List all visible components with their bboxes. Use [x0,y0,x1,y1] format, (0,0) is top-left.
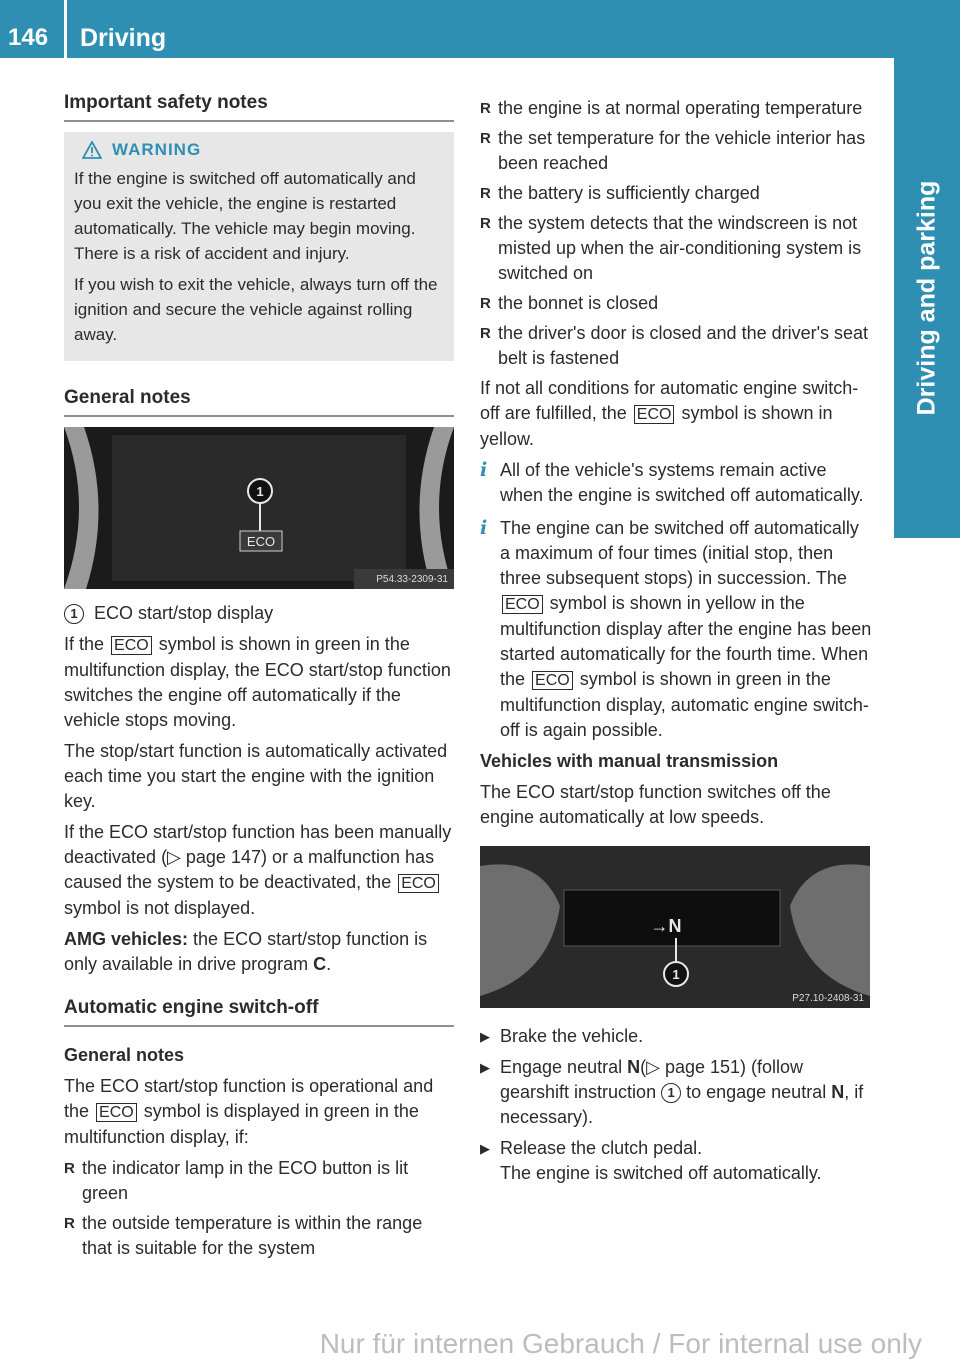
warning-text-1: If the engine is switched off automatically and you exit the vehicle, the engine is restarted automatically. The vehicle may begin moving. There is a risk of accident and injury. [74,169,416,263]
s2-b: (▷ page 151) (follow gearshift instruction [500,1057,804,1102]
side-tab-label: Driving and parking [912,180,941,416]
p3-b: symbol is not displayed. [64,898,256,918]
neutral-n: N [831,1082,845,1102]
page-number: 146 [8,24,49,51]
left-column [64,92,454,1266]
auto-subtitle: General notes [64,1045,185,1065]
info-note-1 [480,458,872,508]
figure-callout-1b: 1 [672,967,680,982]
p3-a: If the ECO start/stop function has been manually deactivated (▷ page 147) or a malfunction has caused the system to be deactivated, the [64,822,452,892]
eco-symbol: ECO [111,636,152,655]
chapter-title: Driving [80,24,167,52]
footer-watermark: Nur für internen Gebrauch / For internal use only [319,1328,922,1359]
eco-display-illustration [64,427,454,589]
amg-end: . [326,954,332,974]
s3-b: The engine is switched off automatically. [500,1163,822,1183]
caption-text: ECO start/stop display [94,603,274,623]
intro-a: The ECO start/stop function is operational and the [64,1076,434,1121]
list-item: R the engine is at normal operating temperature [480,96,872,121]
info-icon: i [480,517,488,539]
s2-a: Engage neutral [500,1057,628,1077]
list-item: R the battery is sufficiently charged [480,181,872,206]
p1-a: If the [64,634,110,654]
warning-box [64,132,454,361]
neutral-display-figure [480,846,870,1008]
eco-symbol: ECO [96,1103,137,1122]
s2-c: to engage neutral [681,1082,832,1102]
figure-callout-1: 1 [256,484,264,499]
general-p3 [64,820,454,921]
general-p2: The stop/start function is automatically activated each time you start the engine with the ignition key. [64,741,448,811]
list-item: R the system detects that the windscreen is not misted up when the air-conditioning system is switched on [480,211,872,286]
list-item: R the set temperature for the vehicle interior has been reached [480,126,872,176]
intro-b: symbol is displayed in green in the multifunction display, if: [64,1101,419,1147]
step-item: ▶ Brake the vehicle. [480,1024,872,1049]
eco-symbol: ECO [532,671,573,690]
warning-header [74,140,444,160]
list-item: R the indicator lamp in the ECO button is lit green [64,1156,454,1206]
s2-d: , if necessary). [500,1082,864,1127]
manual-intro: The ECO start/stop function switches off the engine automatically at low speeds. [480,782,831,827]
info-note-2 [480,516,872,743]
notall-a: If not all conditions for automatic engine switch-off are fulfilled, the [480,378,859,423]
figure-eco-label: ECO [246,534,276,549]
amg-label: AMG vehicles: [64,929,189,949]
conditions-list-left [64,1156,454,1261]
warning-triangle-icon [82,141,102,159]
header-divider [64,0,67,58]
eco-symbol: ECO [634,405,675,424]
neutral-display-illustration [480,846,870,1008]
figure-id: P54.33-2309-31 [376,574,448,585]
amg-note [64,927,454,977]
auto-switchoff-title: Automatic engine switch-off [64,997,454,1027]
warning-text-2: If you wish to exit the vehicle, always turn off the ignition and secure the vehicle against rolling away. [74,275,438,344]
note2-c: symbol is shown in green in the multifunction display, automatic engine switch-off is again possible. [500,669,869,740]
list-item: R the outside temperature is within the range that is suitable for the system [64,1211,454,1261]
eco-display-figure [64,427,454,589]
p1-b: symbol is shown in green in the multifunction display, the ECO start/stop function switches the engine off automatically if the vehicle stops moving. [64,634,451,730]
list-item: R the bonnet is closed [480,291,872,316]
figure-id-2: P27.10-2408-31 [792,993,864,1004]
figure-neutral-label: →N [650,916,682,936]
eco-symbol: ECO [502,595,543,614]
warning-label: WARNING [112,140,202,159]
general-notes-title: General notes [64,387,454,417]
amg-text: the ECO start/stop function is only available in drive program [64,929,428,974]
step-item [480,1136,872,1186]
general-p1 [64,632,454,733]
info-icon: i [480,459,488,481]
safety-title: Important safety notes [64,92,454,122]
notall-b: symbol is shown in yellow. [480,403,833,449]
s3: Release the clutch pedal. [500,1138,703,1158]
eco-symbol: ECO [398,874,439,893]
manual-title: Vehicles with manual transmission [480,751,779,771]
amg-program: C [313,954,327,974]
note-2-text [500,516,872,743]
list-item: R the driver's door is closed and the driver's seat belt is fastened [480,321,872,371]
callout-1-icon: 1 [64,604,84,624]
note2-a: The engine can be switched off automatically a maximum of four times (initial stop, then three subsequent stops) in succession. The [500,518,859,588]
figure-caption [64,601,454,626]
auto-intro [64,1074,454,1150]
neutral-n: N [627,1057,641,1077]
note-1-text: All of the vehicle's systems remain active when the engine is switched off automatically. [500,460,864,505]
step-item [480,1055,872,1130]
note2-b: symbol is shown in yellow in the multifunction display after the engine has been started automatically for the fourth time. When the [500,593,872,689]
right-column [480,96,872,1192]
not-all-conditions [480,376,872,452]
steps-list [480,1024,872,1186]
conditions-list-right [480,96,872,371]
callout-1-icon: 1 [661,1083,681,1103]
